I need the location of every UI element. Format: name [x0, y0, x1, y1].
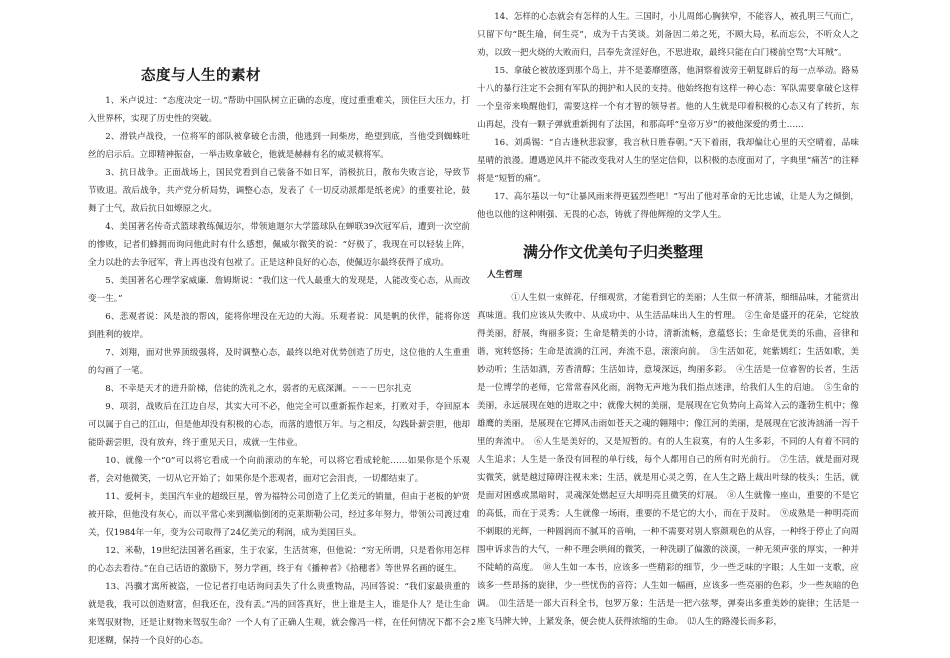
list-item: 1、米卢说过：“态度决定一切。”帮助中国队树立正确的态度，度过重重难关，顶住巨大压力，打入世界杯，实现了历史性的突破。: [88, 96, 470, 124]
section-title-attitude: 态度与人生的素材: [141, 68, 261, 84]
life-philosophy-text: ①人生似一束鲜花，仔细观赏，才能看到它的美丽；人生似一杯清茶，细细品味，才能赏出真味道。我们应该从失败中、从成功中、从生活品味出人生的哲理。 ②生命是盛开的花朵，它绽放得美丽，舒展，绚丽多资；生命是精美的小诗，清新流畅，意蕴悠长；生命是优美的乐曲，音律和谐，宛转悠扬；生命是流淌的江河，奔流不息，滚滚向前。 ③生活如花，姹紫嫣红；生活如歌，美妙动听；生活如酒，芳香清醇；生活如诗，意境深远，绚丽多彩。 ④生活是一位睿智的长者，生活是一位博学的老师，它常常春风化雨，润物无声地为我们指点迷津，给我们人生的启迪。 ⑤生命的美丽，永远展现在她的进取之中；就像大树的美丽，是展现在它负势向上高耸入云的蓬勃生机中；像雄鹰的美丽，是展现在它搏风击雨如苍天之魂的翱翔中；像江河的美丽，是展现在它波涛汹涌一泻千里的奔流中。 ⑥人生是美好的，又是短暂的。有的人生寂寞，有的人生多彩，不同的人有着不同的人生追求；人生是一条没有回程的单行线，每个人都用自己的所有时光前行。 ⑦生活，就是面对现实微笑，就是越过障碍注视未来；生活，就是用心灵之剪，在人生之路上裁出叶绿的枝头；生活，就是面对困惑或黑暗时，灵魂深处燃起豆大却明亮且微笑的灯展。 ⑧人生就像一座山，重要的不是它的高低，而在于灵秀；人生就像一场雨，重要的不是它的大小，而在于及时。 ⑨成熟是一种明亮而不刺眼的光辉，一种圆润而不腻耳的音响，一种不需要对别人察颜观色的从容，一种终于停止了向周围申诉求告的大气，一种不理会哄闹的微笑，一种洗刷了偏激的淡漠，一种无须声张的厚实，一种并不陡峭的高度。 ⑩人生如一本书，应该多一些精彩的细节，少一些乏味的字眼；人生如一支歌，应该多一些昂扬的旋律，少一些忧伤的音符；人生如一幅画，应该多一些亮丽的色彩，少一些灰暗的色调。 ⑾生活是一部大百科全书，包罗万象；生活是一把六弦琴，弹奏出多重美妙的旋律；生活是一座飞马牌大钟，上紧发条，便会使人获得浓缩的生命。 ⑿人生的路漫长而多彩，: [477, 293, 859, 627]
list-item: 4、美国著名传奇式篮球教练佩迈尔，带领迪迦尔大学篮球队在蝉联39次冠军后，遭到一次空前的惨败，记者们蜂拥而询问他此时有什么感想，佩威尔微笑的说：“好极了，我现在可以轻装上阵，全力以赴的去争冠军，背上再也没有包袱了。正是这种良好的心态，使佩迈尔最终获得了成功。: [88, 222, 470, 268]
list-item: 3、抗日战争。正面战场上，国民党看到自己装备不如日军，消极抗日，散布失败言论，导致节节败退。敌后战争，共产党分析局势，调整心态，发表了《一切反动派都是纸老虎》的重要社论，鼓舞了士气，敌后抗日如燎原之火。: [88, 168, 470, 214]
list-item: 14、怎样的心态就会有怎样的人生。三国时，小儿周郎心胸狭窄，不能容人，被孔明三气而亡，只留下句“既生瑜，何生亮”，成为千古笑谈。刘备因二弟之死，不顾大局，私而忘公，不听众人之劝，以致一把火烧的大败而归，吕奉先贪淫好色，不思进取，最终只能在白门楼前空骂“大耳贼”。: [477, 12, 859, 58]
list-item: 2、滑铁卢战役，一位将军的部队被拿破仑击溃，他逃到一间柴房，绝望到底，当他受到蜘蛛吐丝的启示后。立即精神振奋，一举击败拿破仑，他就是赫赫有名的威灵顿将军。: [88, 132, 470, 160]
list-item: 15、拿破仑被放逐到那个岛上，并不是萎靡堕落，他洞察着波旁王朝复辟后的每一点举动。路易十八的暴行注定不会拥有军队的拥护和人民的支持。他始终抱有这样一种心态：军队需要拿破仑这样一个皇帝来唤醒他们，需要这样一个有才智的领导者。他的人生就是印着积极的心态又有了转折，东山再起，没有一颗子弹就重新拥有了法国，和那高呼“皇帝万岁”的被他深爱的勇士……: [477, 66, 859, 130]
list-item: 17、高尔基以一句“让暴风雨来得更猛烈些吧！”写出了他对革命的无比忠诚，让是人为之倾倒，他也以他的这种刚强、无畏的心态，铸就了得他辉煌的文学人生。: [477, 192, 859, 220]
list-item: 8、不幸是天才的进升阶梯，信徒的洗礼之水，弱者的无底深渊。－－－巴尔扎克: [105, 384, 412, 394]
list-item: 11、爱柯卡，美国汽车业的超级巨星，曾为福特公司创造了上亿美元的销量，但由于老板的妒贤被开除，但他没有灰心，而以平常心来到濒临倒闭的克莱斯勒公司，经过多年努力，带领公司渡过难关，仅1984年一年，变为公司取得了24亿美元的利润，成为美国巨头。: [88, 492, 470, 538]
subheading-life-philosophy: 人生哲理: [487, 270, 523, 280]
page-number: 2: [471, 618, 477, 627]
list-item: 6、悲观者说：风是浪的帮凶，能将你埋没在无边的大海。乐观者说：风是帆的伙伴，能将你送到胜利的彼岸。: [88, 312, 470, 340]
list-item: 10、就像一个“0”可以将它看成一个向前滚动的车轮，可以将它看成轮舵……如果你是个乐观者，会对他微笑，一切从它开始了；如果你是个悲观者，面对它会泪丧，一切都结束了。: [88, 456, 470, 484]
right-column: [477, 0, 859, 631]
left-column: [88, 0, 470, 650]
list-item: 16、刘禹锡：“自古逢秋悲寂寥，我言秋日胜春朝。”天下着雨，我却偏让心里的天空晴着，品味星晴的浪漫。遭遇逆风并不能改变我对人生的坚定信仰，以积极的态度面对了，字典里“痛苦”的注释将是“短暂的痛”。: [477, 138, 859, 184]
list-item: 12、米勒，19世纪法国著名画家，生于农家，生活贫寒，但他说：“穷无所谓，只是看你用怎样的心态去看待。”在自己话语的激励下，努力学画，终于有《播种者》《拾穗者》等世界名画的诞生。: [88, 546, 470, 574]
attitude-material-list: [88, 92, 470, 650]
list-item: 5、美国著名心理学家威廉．詹姆斯说：“我们这一代人最重大的发现是，人能改变心态，从而改变一生。”: [88, 276, 470, 304]
attitude-material-list-continued: [477, 4, 859, 224]
list-item: 7、刘翔，面对世界顶级强将，及时调整心态，最终以绝对优势创造了历史，这位他的人生重重的勾画了一笔。: [88, 348, 470, 376]
section-title-sentences: 满分作文优美句子归类整理: [523, 243, 704, 261]
list-item: 9、项羽，战败后在江边自尽，其实大可不必，他完全可以重新振作起来，打败对手，夺回原本可以属于自己的江山，但是他却没有积极的心态，而落的遗恨万年。与之相反，勾践卧薪尝胆，他却能卧薪尝胆，没有放弃，终于重见天日，成就一生伟业。: [88, 402, 470, 448]
list-item: 13、冯骥才寓所被盗，一位记者打电话询问丢失了什么贵重物品，冯回答说：“我们家最贵重的就是我，我可以创造财富，但我还在，没有丢。”冯的回答真好，世上谁是主人，谁是仆人？是让生命来驾驭财物，还是让财物来驾驭生命？一个人有了正确人生观，就会像冯一样，在任何情况下都不会犯迷糊，保持一个良好的心态。: [88, 582, 470, 646]
